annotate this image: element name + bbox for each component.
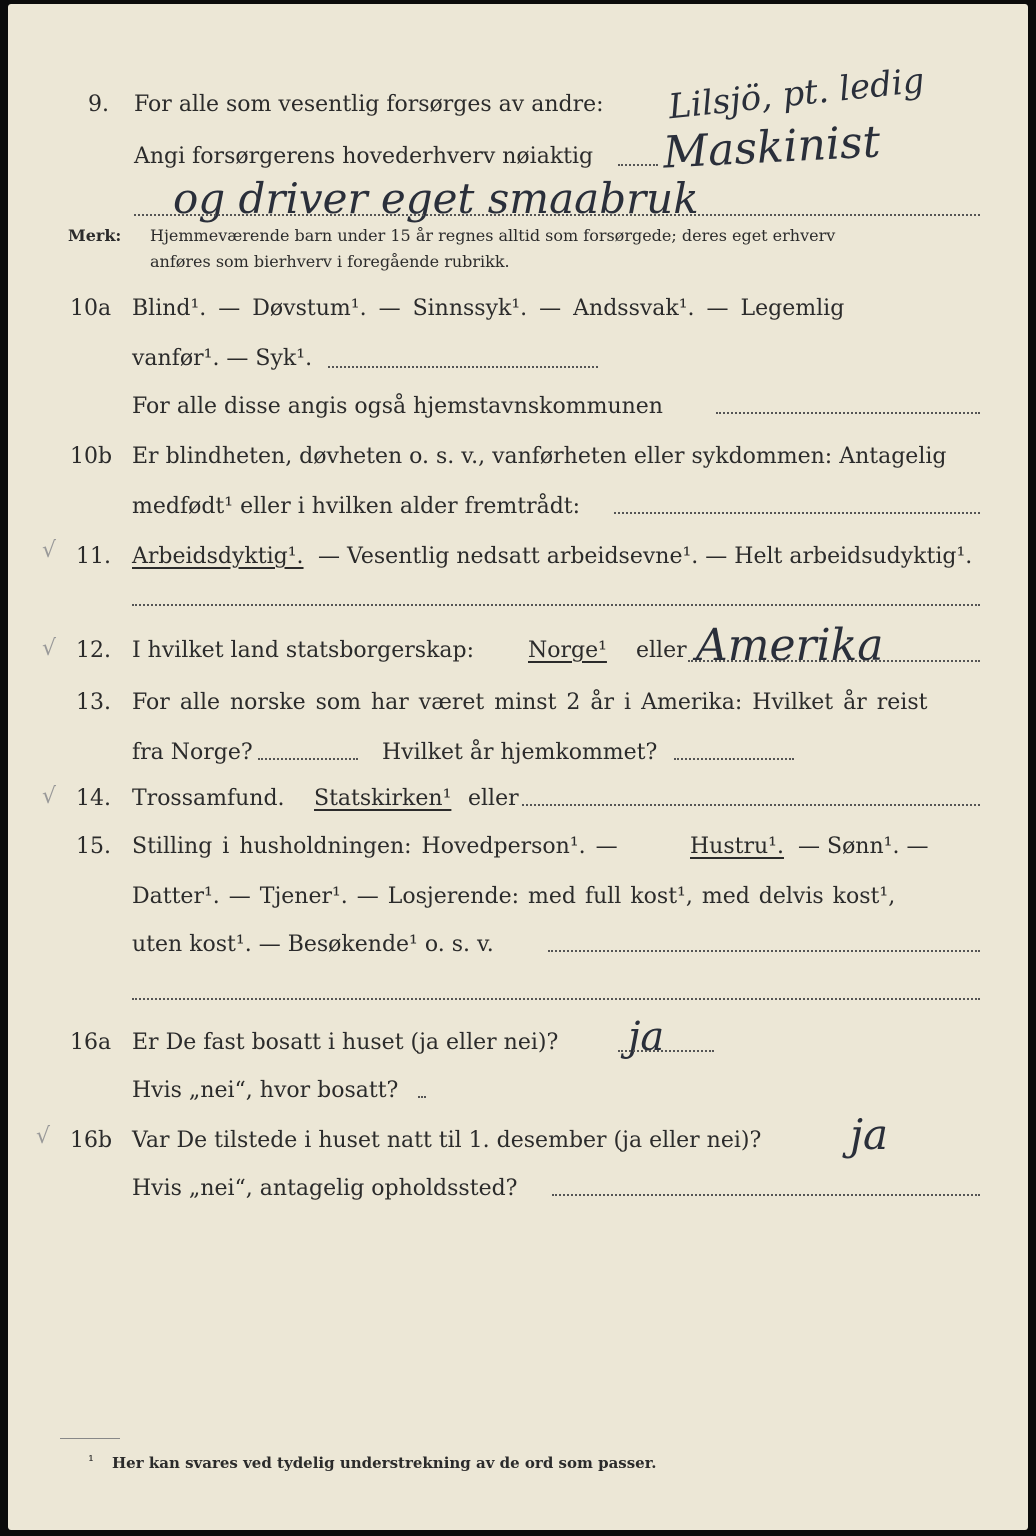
q12-text: I hvilket land statsborgerskap:: [132, 638, 475, 663]
q9-number: 9.: [88, 92, 109, 117]
footnote-rule: [60, 1438, 120, 1439]
q15-line1a: Stilling i husholdningen: Hovedperson¹. —: [132, 834, 618, 859]
q15-line3: uten kost¹. — Besøkende¹ o. s. v.: [132, 932, 494, 957]
q16b-line1: Var De tilstede i huset natt til 1. desember (ja eller nei)?: [132, 1128, 762, 1153]
q10b-line1: Er blindheten, døvheten o. s. v., vanførheten eller sykdommen: Antagelig: [132, 444, 947, 469]
merk-line1: Hjemmeværende barn under 15 år regnes alltid som forsørgede; deres eget erhverv: [150, 226, 836, 245]
q9-dotted-line-1: [618, 164, 658, 166]
q15-line2: Datter¹. — Tjener¹. — Losjerende: med full kost¹, med delvis kost¹,: [132, 884, 896, 909]
q9-line1: For alle som vesentlig forsørges av andre:: [134, 92, 604, 117]
q13-dotted-line-2: [674, 758, 794, 760]
q16b-number: 16b: [70, 1128, 113, 1153]
q16a-dotted-line-2: [418, 1096, 426, 1098]
merk-label: Merk:: [68, 226, 122, 245]
q10a-dotted-line-2: [716, 412, 980, 414]
q16a-handwriting: ja: [628, 1014, 665, 1060]
q10b-number: 10b: [70, 444, 113, 469]
q9-handwriting-2: Maskinist: [661, 116, 882, 179]
q10a-number: 10a: [70, 296, 112, 321]
q11-number: 11.: [76, 544, 111, 569]
q16b-handwriting: ja: [850, 1110, 889, 1159]
q10a-line1: Blind¹. — Døvstum¹. — Sinnssyk¹. — Andssvak¹. — Legemlig: [132, 296, 845, 321]
q15-underlined-answer: Hustru¹.: [690, 834, 784, 859]
q11-underlined-answer: Arbeidsdyktig¹.: [132, 544, 304, 569]
footnote-text: Her kan svares ved tydelig understrekning av de ord som passer.: [112, 1454, 657, 1472]
q13-line1: For alle norske som har været minst 2 år i Amerika: Hvilket år reist: [132, 690, 928, 715]
q13-number: 13.: [76, 690, 111, 715]
q15-number: 15.: [76, 834, 111, 859]
q9-dotted-line-2: [134, 214, 980, 216]
q16a-line1: Er De fast bosatt i huset (ja eller nei)?: [132, 1030, 559, 1055]
q12-handwriting: Amerika: [696, 620, 884, 671]
q12-check-mark: √: [42, 636, 57, 661]
q14-number: 14.: [76, 786, 111, 811]
q9-handwriting-3: og driver eget smaabruk: [173, 174, 699, 223]
q16a-dotted-line-1: [618, 1050, 714, 1052]
merk-line2: anføres som bierhverv i foregående rubrikk.: [150, 252, 510, 271]
q10a-dotted-line-1: [328, 366, 598, 368]
q14-check-mark: √: [42, 784, 57, 809]
q14-after: eller: [468, 786, 519, 811]
q14-dotted-line: [522, 804, 980, 806]
q15-dotted-line-2: [132, 998, 980, 1000]
footnote-mark: ¹: [88, 1452, 95, 1470]
q11-dotted-line: [132, 604, 980, 606]
q16b-dotted-line: [552, 1194, 980, 1196]
q12-after: eller: [636, 638, 687, 663]
q10b-dotted-line: [614, 512, 980, 514]
q9-handwriting-1: Lilsjö, pt. ledig: [666, 60, 927, 128]
q12-underlined-answer: Norge¹: [528, 638, 607, 663]
q13-dotted-line-1: [258, 758, 358, 760]
q16a-number: 16a: [70, 1030, 112, 1055]
q11-check-mark: √: [42, 538, 57, 563]
q14-text: Trossamfund.: [132, 786, 285, 811]
q13-line2b: Hvilket år hjemkommet?: [382, 740, 658, 765]
q11-rest: — Vesentlig nedsatt arbeidsevne¹. — Helt arbeidsudyktig¹.: [318, 544, 973, 569]
q15-dotted-line-1: [548, 950, 980, 952]
q16a-line2: Hvis „nei“, hvor bosatt?: [132, 1078, 399, 1103]
q10a-line3: For alle disse angis også hjemstavnskommunen: [132, 394, 663, 419]
q16b-check-mark: √: [36, 1124, 51, 1149]
q10b-line2: medfødt¹ eller i hvilken alder fremtrådt:: [132, 494, 581, 519]
census-form-page: [8, 4, 1028, 1530]
q10a-line2: vanfør¹. — Syk¹.: [132, 346, 313, 371]
q14-underlined-answer: Statskirken¹: [314, 786, 452, 811]
q13-line2a: fra Norge?: [132, 740, 253, 765]
q9-line2: Angi forsørgerens hovederhverv nøiaktig: [134, 144, 594, 169]
q16b-line2: Hvis „nei“, antagelig opholdssted?: [132, 1176, 518, 1201]
q12-dotted-line: [688, 660, 980, 662]
q12-number: 12.: [76, 638, 111, 663]
q15-line1b: — Sønn¹. —: [798, 834, 929, 859]
